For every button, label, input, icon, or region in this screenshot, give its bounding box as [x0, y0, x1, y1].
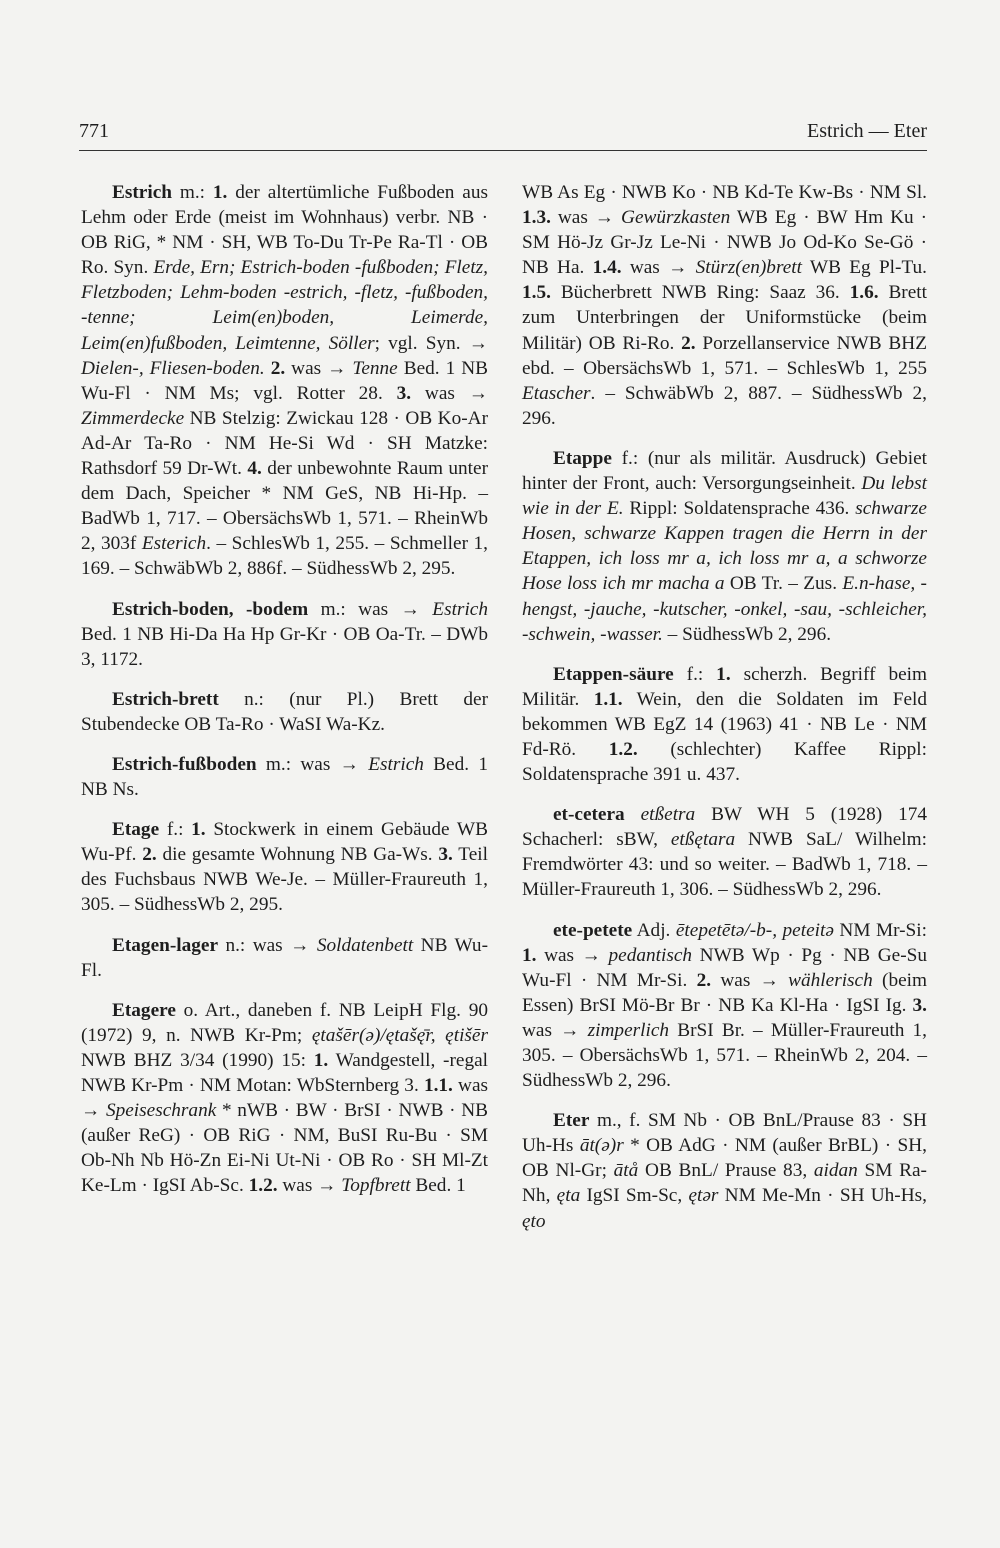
sense-number: 2. — [142, 844, 157, 866]
entry-text: was → — [522, 1019, 588, 1041]
entry-text: . – SchwäbWb 2, 887. – SüdhessWb 2, 296. — [522, 382, 927, 429]
entry-text: Wandgestell, -regal NWB Kr-Pm · NM Motan: WbSternberg 3. — [81, 1049, 488, 1096]
entry-text: NWB Wp · Pg · NB Ge-Su Wu-Fl · NM Mr-Si. — [522, 944, 927, 991]
italic-text: E.n-hase, -hengst, -jauche, -kutscher, -onkel, -sau, -schleicher, -schwein, -wasser. — [522, 573, 927, 645]
entry-text: o. Art., daneben f. NB LeipH Flg. 90 (1972) 9, n. NWB Kr-Pm; — [81, 999, 488, 1046]
entry-etappe — [522, 446, 927, 647]
entry-text: Adj. — [632, 919, 676, 941]
sense-number: 1.1. — [593, 688, 623, 710]
entry-text: der altertümliche Fußboden aus Lehm oder Erde (meist im Wohnhaus) verbr. NB · OB RiG, * NM · SH, WB To-Du Tr-Pe Ra-Tl · OB Ro. Syn. — [81, 182, 488, 279]
entry-text: Bed. 1 NB Ns. — [81, 753, 488, 801]
entry-text: NWB BHZ 3/34 (1990) 15: — [81, 1049, 314, 1071]
entry-text: was → — [411, 382, 488, 404]
entry-text: m.: was → — [308, 598, 433, 620]
italic-text: Du lebst wie in der E. — [522, 473, 927, 520]
entry-text: Teil des Fuchsbaus NWB We-Je. – Müller-Fraureuth 1, 305. – SüdhessWb 2, 295. — [81, 844, 488, 916]
entry-text: ; vgl. Syn. → — [374, 332, 488, 354]
sense-number: 1. — [522, 944, 537, 966]
entry-text: NM Me-Mn · SH Uh-Hs, — [718, 1185, 927, 1207]
entry-text: OB BnL/ Prause 83, — [638, 1160, 814, 1182]
sense-number: 1.2. — [248, 1175, 278, 1197]
entry-text: was → — [711, 969, 789, 991]
entry-text: WB As Eg · NWB Ko · NB Kd-Te Kw-Bs · NM Sl. — [522, 182, 927, 203]
italic-text: ētepetētə/-b-, peteitə — [675, 919, 834, 941]
sense-number: 1.5. — [522, 282, 551, 304]
entry-text: NB Wu-Fl. — [81, 934, 488, 981]
entry-etappen-saeure — [522, 662, 927, 787]
entry-text: . – SchlesWb 1, 255. – Schmeller 1, 169. – SchwäbWb 2, 886f. – SüdhessWb 2, 295. — [81, 533, 488, 580]
entry-text: n.: (nur Pl.) Brett der Stubendecke OB Ta-Ro · WaSI Wa-Kz. — [81, 688, 488, 735]
sense-number: 2. — [270, 357, 286, 379]
sense-number: 2. — [681, 332, 696, 354]
italic-text: āt(ə)r — [579, 1135, 624, 1157]
entry-text: f.: — [159, 819, 192, 841]
entry-eter — [522, 1108, 927, 1233]
italic-text: Dielen-, Fliesen-boden. — [81, 357, 265, 379]
italic-text: Topfbrett — [341, 1175, 411, 1197]
italic-text: ętər — [688, 1185, 719, 1207]
sense-number: 1. — [212, 182, 228, 203]
sense-number: 1. — [716, 663, 731, 685]
sense-number: 1. — [313, 1049, 329, 1071]
sense-number: 1.4. — [592, 257, 622, 279]
headword: Etage — [112, 819, 160, 841]
entry-text: der unbewohnte Raum unter dem Dach, Speicher * NM GeS, NB Hi-Hp. – BadWb 1, 717. – ObersächsWb 1, 571. – RheinWb 2, 303f — [81, 458, 488, 555]
sense-number: 3. — [396, 382, 412, 404]
italic-text: Esterich — [141, 533, 207, 555]
entry-estrich — [81, 180, 488, 582]
entry-text: (beim Essen) BrSI Mö-Br Br · NB Ka Kl-Ha · IgSI Ig. — [522, 969, 928, 1016]
italic-text: etßętara — [670, 829, 736, 851]
entry-text: Bücherbrett NWB Ring: Saaz 36. — [550, 282, 850, 304]
page-number: 771 — [79, 120, 109, 142]
entry-text: Porzellanservice NWB BHZ ebd. – ObersächsWb 1, 571. – SchlesWb 1, 255 — [522, 332, 927, 379]
italic-text: Estrich — [368, 753, 424, 775]
entry-text: NWB SaL/ Wilhelm: Fremdwörter 43: und so weiter. – BadWb 1, 718. – Müller-Fraureuth 1, 306. – SüdhessWb 2, 296. — [522, 829, 927, 901]
entry-text: Wein, den die Soldaten im Feld bekommen WB EgZ 14 (1963) 41 · NB Le · NM Fd-Rö. — [522, 688, 927, 760]
headword: Etappe — [553, 447, 612, 469]
italic-text: ętašēr(ə)/ętašę̄r, ętišēr — [311, 1024, 488, 1046]
entry-text: m., f. SM Nb · OB BnL/Prause 83 · SH Uh-Hs — [522, 1110, 927, 1157]
entry-etage — [81, 817, 488, 917]
sense-number: 3. — [438, 844, 453, 866]
headword: Estrich-boden, -bodem — [112, 598, 309, 620]
italic-text: etßetra — [640, 804, 696, 826]
entry-text: OB Tr. – Zus. — [724, 573, 843, 595]
sense-number: 3. — [912, 994, 927, 1016]
headword: Eter — [553, 1110, 590, 1132]
headword: Etagen-lager — [112, 934, 219, 956]
entry-text: Bed. 1 NB Wu-Fl · NM Ms; vgl. Rotter 28. — [81, 357, 488, 404]
entry-text: die gesamte Wohnung NB Ga-Ws. — [156, 844, 439, 866]
entry-et-cetera — [522, 802, 927, 902]
entry-etagere-cont — [522, 180, 927, 431]
entry-text: was → — [81, 1075, 489, 1122]
headword: Estrich-brett — [112, 688, 219, 710]
entry-text: scherzh. Begriff beim Militär. — [522, 663, 927, 710]
entry-text: Bed. 1 — [410, 1175, 466, 1197]
sense-number: 1.3. — [522, 207, 551, 229]
entry-text: f.: — [673, 663, 717, 685]
italic-text: schwarze Hosen, schwarze Kappen tragen die Herrn in der Etappen, ich loss mr a, ich loss mr a, a schworze Hose loss ich mr macha a — [522, 498, 927, 595]
headword: et-cetera — [553, 804, 625, 826]
sense-number: 4. — [247, 458, 262, 480]
entry-text: Brett zum Unterbringen der Uniformstücke (beim Militär) OB Ri-Ro. — [522, 282, 927, 354]
italic-text: wählerisch — [788, 969, 873, 991]
headword: ete-petete — [553, 919, 633, 941]
entry-text: WB Eg · BW Hm Ku · SM Hö-Jz Gr-Jz Le-Ni · NWB Jo Od-Ko Se-Gö · NB Ha. — [522, 207, 927, 279]
page-header — [79, 118, 927, 151]
italic-text: Zimmerdecke — [81, 407, 185, 429]
entry-text: was → — [536, 944, 609, 966]
entry-etagere — [81, 998, 488, 1199]
entry-text: (schlechter) Kaffee Rippl: Soldatensprache 391 u. 437. — [522, 738, 927, 786]
italic-text: ęto — [522, 1210, 546, 1232]
italic-text: ātå — [613, 1160, 639, 1182]
italic-text: Etascher — [522, 382, 591, 404]
entry-text: BrSI Br. – Müller-Fraureuth 1, 305. – ObersächsWb 1, 571. – RheinWb 2, 204. – SüdhessWb 2, 296. — [522, 1019, 927, 1092]
entry-text: * nWB · BW · BrSI · NWB · NB (außer ReG) · OB RiG · NM, BuSI Ru-Bu · SM Ob-Nh Nb Hö-Zn Ei-Ni Ut-Ni · OB Ro · SH Ml-Zt Ke-Lm · IgSI Ab-Sc. — [81, 1100, 488, 1197]
sense-number: 1.1. — [423, 1075, 453, 1096]
entry-estrich-fussboden — [81, 752, 488, 802]
entry-text: SM Ra-Nh, — [522, 1160, 927, 1207]
entry-text: IgSI Sm-Sc, — [580, 1185, 689, 1207]
italic-text: pedantisch — [608, 944, 693, 966]
entry-text: NM Mr-Si: — [833, 919, 927, 941]
entry-text: WB Eg Pl-Tu. — [802, 257, 928, 279]
italic-text: Estrich — [432, 598, 488, 620]
entry-etagen-lager — [81, 933, 488, 983]
italic-text: aidan — [813, 1160, 858, 1182]
entry-ete-petete — [522, 918, 927, 1094]
entry-text: n.: was → — [218, 934, 317, 956]
entry-text: m.: — [171, 182, 213, 203]
entry-estrich-boden — [81, 597, 488, 672]
entry-text: was → — [277, 1175, 342, 1197]
sense-number: 1.2. — [608, 738, 638, 760]
entry-text: Stockwerk in einem Gebäude WB Wu-Pf. — [81, 819, 488, 866]
italic-text: Tenne — [352, 357, 398, 379]
entry-text: NB Stelzig: Zwickau 128 · OB Ko-Ar Ad-Ar Ta-Ro · NM He-Si Wd · SH Matzke: Rathsdorf 59 Dr-Wt. — [81, 407, 488, 480]
entry-text: m.: was → — [256, 753, 369, 775]
italic-text: Erde, Ern; Estrich-boden -fußboden; Fletz, Fletzboden; Lehm-boden -estrich, -fletz, -fußboden, -tenne; Leim(en)boden, Leimerde, Leim(en)fußboden, Leimtenne, Söller — [81, 257, 488, 354]
entry-text: BW WH 5 (1928) 174 Schacherl: sBW, — [522, 804, 927, 851]
entry-text: Bed. 1 NB Hi-Da Ha Hp Gr-Kr · OB Oa-Tr. – DWb 3, 1172. — [81, 623, 488, 670]
italic-text: Soldatenbett — [316, 934, 414, 956]
italic-text: zimperlich — [587, 1019, 670, 1041]
headword: Etappen-säure — [553, 663, 674, 685]
italic-text: Stürz(en)brett — [695, 257, 803, 279]
headword: Etagere — [112, 999, 176, 1021]
entry-text: was → — [550, 207, 622, 229]
sense-number: 1. — [191, 819, 206, 841]
entry-text: was → — [285, 357, 353, 379]
italic-text: Gewürzkasten — [621, 207, 731, 229]
headword: Estrich — [112, 182, 172, 203]
entry-text: f.: (nur als militär. Ausdruck) Gebiet hinter der Front, auch: Versorgungseinheit. — [522, 447, 927, 495]
entry-text: – SüdhessWb 2, 296. — [662, 623, 832, 645]
italic-text: ęta — [556, 1185, 581, 1207]
entry-text: was → — [621, 257, 696, 279]
running-title: Estrich — Eter — [807, 120, 927, 142]
entry-text: * OB AdG · NM (außer BrBL) · SH, OB Nl-Gr; — [522, 1135, 927, 1182]
sense-number: 1.6. — [849, 282, 879, 304]
entry-text — [625, 804, 641, 825]
entry-estrich-brett — [81, 687, 488, 737]
sense-number: 2. — [696, 969, 712, 991]
right-column — [522, 180, 927, 1249]
italic-text: Speiseschrank — [105, 1100, 217, 1122]
headword: Estrich-fußboden — [112, 753, 257, 775]
left-column — [81, 180, 488, 1213]
entry-text: Rippl: Soldatensprache 436. — [623, 498, 856, 520]
